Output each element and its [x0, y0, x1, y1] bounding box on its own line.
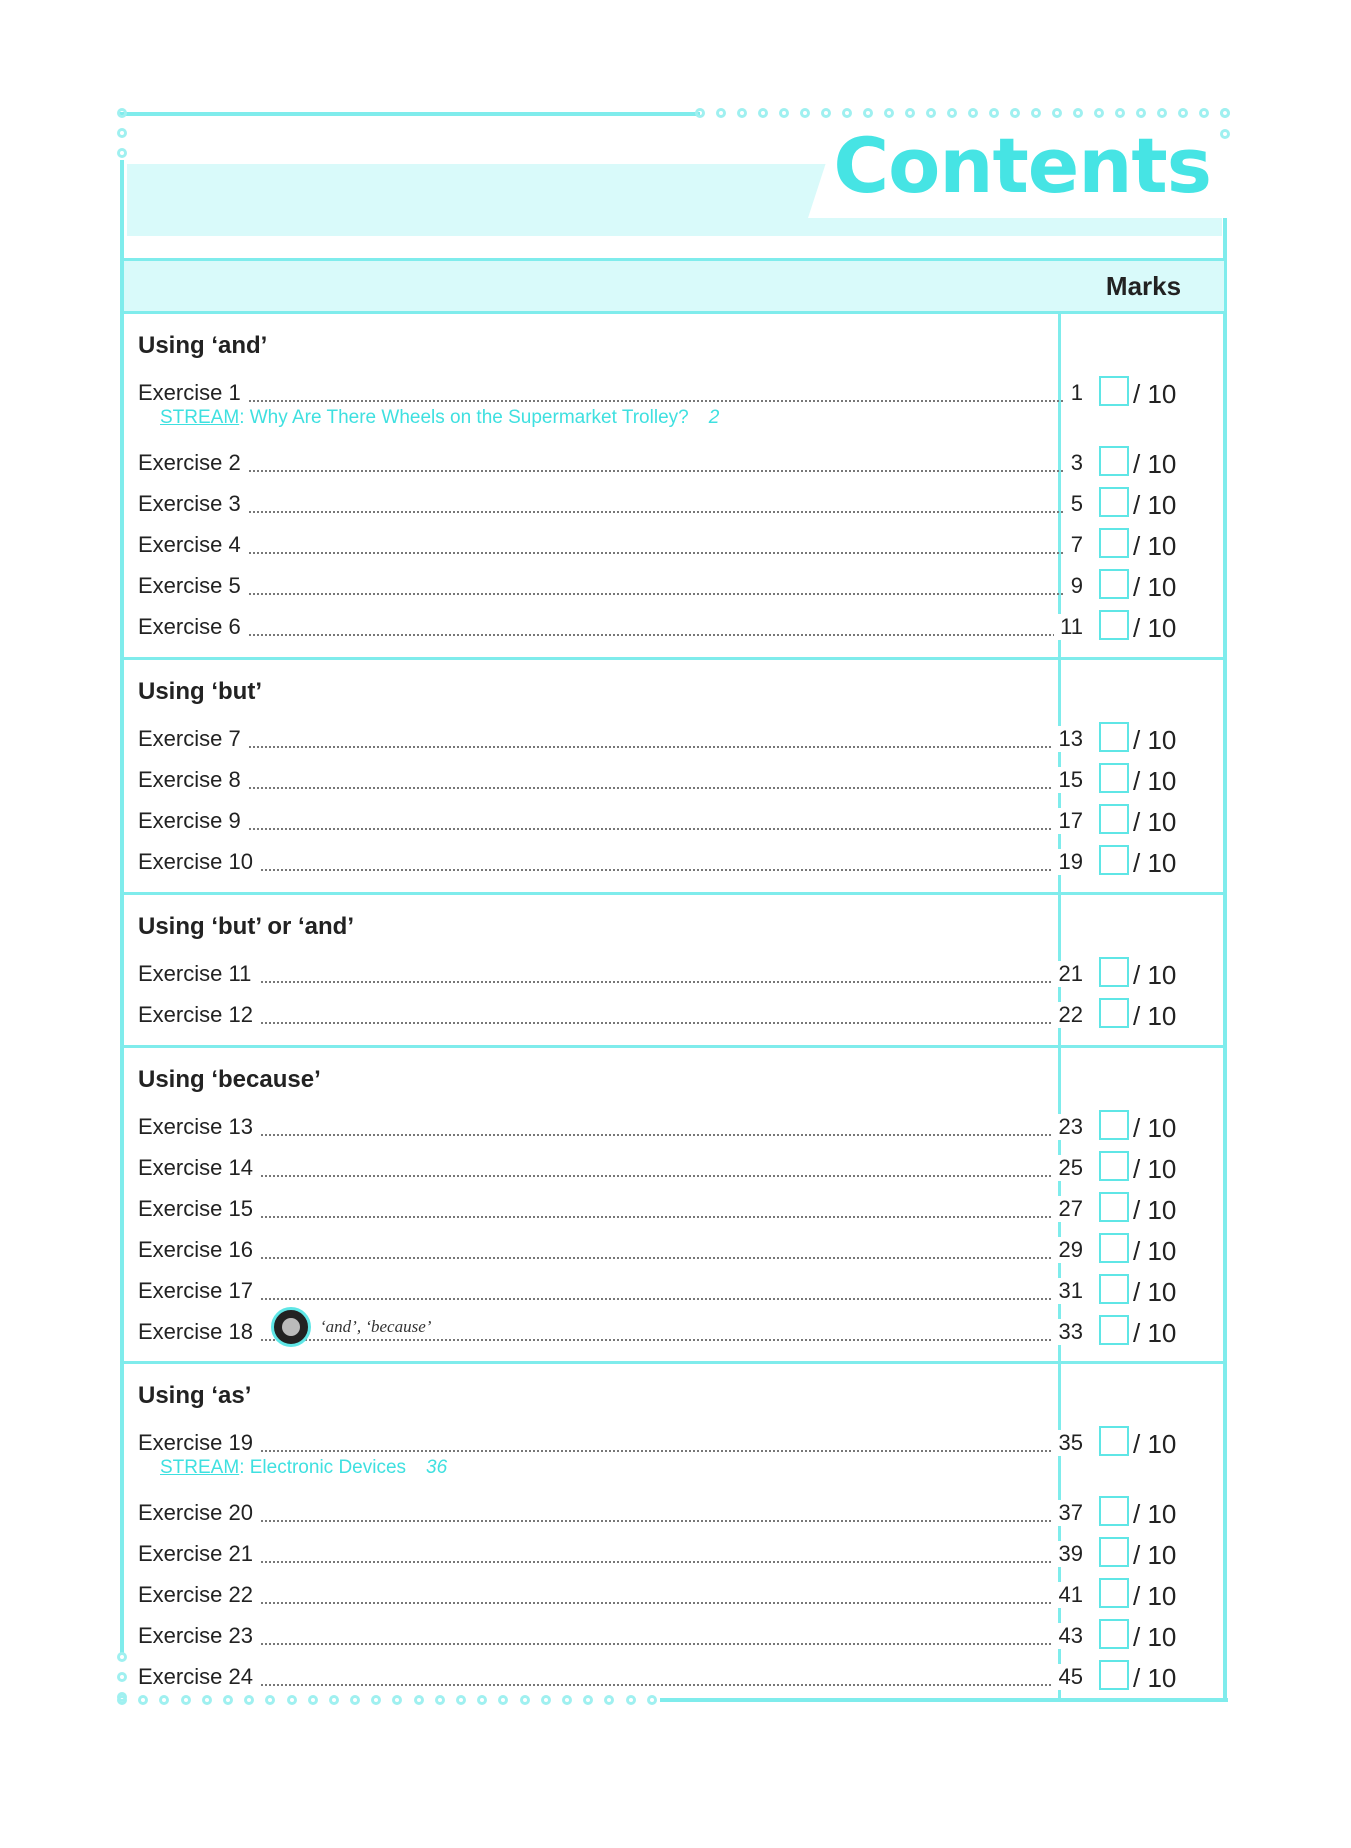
dot-leader [238, 1643, 1063, 1645]
mark-input-box[interactable] [1099, 1619, 1129, 1649]
dot-leader [238, 981, 1063, 983]
mark-input-box[interactable] [1099, 1233, 1129, 1263]
mark-out-of: / 10 [1133, 379, 1177, 409]
exercise-label: Exercise 5 [138, 573, 249, 599]
page-number: 25 [1053, 1155, 1083, 1181]
exercise-label: Exercise 4 [138, 532, 249, 558]
decorative-dot [779, 108, 789, 118]
exercise-label: Exercise 15 [138, 1196, 261, 1222]
page-number: 21 [1053, 961, 1083, 987]
section-heading: Using ‘but’ [138, 678, 262, 705]
dot-leader [238, 400, 1063, 402]
dot-leader [238, 828, 1063, 830]
page-number: 23 [1053, 1114, 1083, 1140]
page-number: 19 [1053, 849, 1083, 875]
exercise-row[interactable] [138, 567, 1218, 607]
dot-leader [238, 1684, 1063, 1686]
mark-input-box[interactable] [1099, 998, 1129, 1028]
page-number: 43 [1053, 1623, 1083, 1649]
page-number: 9 [1065, 573, 1083, 599]
decorative-dot [117, 148, 127, 158]
decorative-dot [716, 108, 726, 118]
dot-leader [238, 746, 1063, 748]
mark-input-box[interactable] [1099, 957, 1129, 987]
decorative-dot [905, 108, 915, 118]
stream-link[interactable] [160, 1457, 447, 1479]
page-number: 3 [1065, 450, 1083, 476]
exercise-row[interactable] [138, 485, 1218, 525]
decorative-dot [821, 108, 831, 118]
decorative-dot [863, 108, 873, 118]
decorative-dot [1094, 108, 1104, 118]
mark-out-of: / 10 [1133, 1277, 1177, 1307]
dot-leader [238, 787, 1063, 789]
decorative-dot [117, 108, 127, 118]
decorative-dot [1157, 108, 1167, 118]
mark-input-box[interactable] [1099, 1151, 1129, 1181]
dot-leader [238, 593, 1063, 595]
page-number: 1 [1065, 380, 1083, 406]
decorative-dot [947, 108, 957, 118]
mark-out-of: / 10 [1133, 1236, 1177, 1266]
decorative-dot [737, 108, 747, 118]
marks-header: Marks [1105, 271, 1182, 301]
page-title: Contents [833, 121, 1211, 210]
mark-out-of: / 10 [1133, 1540, 1177, 1570]
exercise-label: Exercise 2 [138, 450, 249, 476]
dot-leader [238, 552, 1063, 554]
mark-input-box[interactable] [1099, 610, 1129, 640]
exercise-label: Exercise 16 [138, 1237, 261, 1263]
page-number: 45 [1053, 1664, 1083, 1690]
mark-out-of: / 10 [1133, 1318, 1177, 1348]
dot-leader [238, 1561, 1063, 1563]
mark-out-of: / 10 [1133, 807, 1177, 837]
decorative-dot [884, 108, 894, 118]
dot-leader [238, 634, 1063, 636]
page-number: 17 [1053, 808, 1083, 834]
mark-out-of: / 10 [1133, 1195, 1177, 1225]
frame-left-dots [117, 108, 127, 158]
exercise-row[interactable] [138, 1313, 1218, 1353]
dot-leader [238, 1175, 1063, 1177]
mark-out-of: / 10 [1133, 490, 1177, 520]
dot-leader [238, 1602, 1063, 1604]
mark-out-of: / 10 [1133, 1622, 1177, 1652]
section [124, 660, 1224, 895]
section-heading: Using ‘because’ [138, 1066, 321, 1093]
section [124, 1364, 1224, 1714]
decorative-dot [1073, 108, 1083, 118]
exercise-row[interactable] [138, 608, 1218, 648]
mark-input-box[interactable] [1099, 376, 1129, 406]
exercise-row[interactable] [138, 802, 1218, 842]
exercise-row[interactable] [138, 526, 1218, 566]
exercise-label: Exercise 10 [138, 849, 261, 875]
dot-leader [238, 511, 1063, 513]
decorative-dot [1115, 108, 1125, 118]
mark-out-of: / 10 [1133, 613, 1177, 643]
exercise-row[interactable] [138, 720, 1218, 760]
page-number: 7 [1065, 532, 1083, 558]
exercise-label: Exercise 11 [138, 961, 259, 987]
frame-top-dots [695, 108, 1230, 118]
section-heading: Using ‘but’ or ‘and’ [138, 913, 354, 940]
mark-out-of: / 10 [1133, 766, 1177, 796]
mark-input-box[interactable] [1099, 845, 1129, 875]
exercise-label: Exercise 18 [138, 1319, 261, 1345]
exercise-label: Exercise 13 [138, 1114, 261, 1140]
decorative-dot [1199, 108, 1209, 118]
exercise-label: Exercise 3 [138, 491, 249, 517]
exercise-label: Exercise 7 [138, 726, 249, 752]
stream-page: 2 [708, 407, 720, 428]
mark-input-box[interactable] [1099, 763, 1129, 793]
exercise-row[interactable] [138, 1658, 1218, 1698]
mark-out-of: / 10 [1133, 1113, 1177, 1143]
decorative-dot [800, 108, 810, 118]
mark-input-box[interactable] [1099, 1315, 1129, 1345]
dot-leader [238, 470, 1063, 472]
exercise-row[interactable] [138, 444, 1218, 484]
mark-input-box[interactable] [1099, 1578, 1129, 1608]
mark-input-box[interactable] [1099, 528, 1129, 558]
exercise-label: Exercise 1 [138, 380, 249, 406]
mark-input-box[interactable] [1099, 1274, 1129, 1304]
decorative-dot [695, 108, 705, 118]
exercise-row[interactable] [138, 1494, 1218, 1534]
page-number: 5 [1065, 491, 1083, 517]
mark-out-of: / 10 [1133, 1663, 1177, 1693]
decorative-dot [1220, 129, 1230, 139]
exercise-label: Exercise 14 [138, 1155, 261, 1181]
mark-input-box[interactable] [1099, 569, 1129, 599]
page-number: 41 [1053, 1582, 1083, 1608]
exercise-row[interactable] [138, 1149, 1218, 1189]
dot-leader [238, 1450, 1063, 1452]
mark-out-of: / 10 [1133, 1499, 1177, 1529]
page-number: 22 [1053, 1002, 1083, 1028]
dot-leader [238, 1216, 1063, 1218]
dot-leader [238, 1022, 1063, 1024]
section [124, 314, 1224, 660]
page-number: 37 [1053, 1500, 1083, 1526]
section [124, 895, 1224, 1048]
mark-out-of: / 10 [1133, 848, 1177, 878]
exercise-note: ‘and’, ‘because’ [320, 1317, 435, 1337]
exercise-label: Exercise 9 [138, 808, 249, 834]
decorative-dot [968, 108, 978, 118]
mark-input-box[interactable] [1099, 804, 1129, 834]
mark-input-box[interactable] [1099, 1192, 1129, 1222]
decorative-dot [989, 108, 999, 118]
exercise-row[interactable] [138, 843, 1218, 883]
page-number: 27 [1053, 1196, 1083, 1222]
decorative-dot [926, 108, 936, 118]
sections-container [124, 314, 1224, 1714]
mark-out-of: / 10 [1133, 725, 1177, 755]
mark-out-of: / 10 [1133, 960, 1177, 990]
table-header [124, 258, 1224, 314]
decorative-dot [1178, 108, 1188, 118]
page-number: 33 [1053, 1319, 1083, 1345]
stream-title: : Electronic Devices [239, 1457, 407, 1478]
exercise-label: Exercise 22 [138, 1582, 261, 1608]
decorative-dot [1010, 108, 1020, 118]
decorative-dot [1052, 108, 1062, 118]
exercise-row[interactable] [138, 1617, 1218, 1657]
stream-link[interactable] [160, 407, 719, 429]
mark-input-box[interactable] [1099, 1426, 1129, 1456]
page-number: 13 [1053, 726, 1083, 752]
dot-leader [238, 869, 1063, 871]
exercise-row[interactable] [138, 1231, 1218, 1271]
dot-leader [238, 1298, 1063, 1300]
stream-title: : Why Are There Wheels on the Supermarket Trolley? [239, 407, 689, 428]
decorative-dot [1136, 108, 1146, 118]
exercise-row[interactable] [138, 996, 1218, 1036]
mark-out-of: / 10 [1133, 1581, 1177, 1611]
mark-input-box[interactable] [1099, 722, 1129, 752]
exercise-label: Exercise 17 [138, 1278, 261, 1304]
exercise-row[interactable] [138, 761, 1218, 801]
stream-page: 36 [426, 1457, 448, 1478]
exercise-row[interactable] [138, 1190, 1218, 1230]
frame-top-line [120, 112, 700, 116]
stream-prefix: STREAM [160, 407, 240, 428]
section-heading: Using ‘as’ [138, 1382, 252, 1409]
stream-prefix: STREAM [160, 1457, 240, 1478]
mark-input-box[interactable] [1099, 1660, 1129, 1690]
decorative-dot [1031, 108, 1041, 118]
mark-out-of: / 10 [1133, 1429, 1177, 1459]
page-number: 35 [1053, 1430, 1083, 1456]
exercise-row[interactable] [138, 1108, 1218, 1148]
dot-leader [238, 1134, 1063, 1136]
decorative-dot [842, 108, 852, 118]
mark-out-of: / 10 [1133, 449, 1177, 479]
decorative-dot [758, 108, 768, 118]
contents-table [124, 258, 1224, 1714]
decorative-dot [117, 128, 127, 138]
mark-input-box[interactable] [1099, 1110, 1129, 1140]
mark-out-of: / 10 [1133, 572, 1177, 602]
page-number: 29 [1053, 1237, 1083, 1263]
exercise-label: Exercise 20 [138, 1500, 261, 1526]
exercise-row[interactable] [138, 1272, 1218, 1312]
mark-input-box[interactable] [1099, 446, 1129, 476]
exercise-label: Exercise 8 [138, 767, 249, 793]
mark-out-of: / 10 [1133, 531, 1177, 561]
mark-out-of: / 10 [1133, 1154, 1177, 1184]
dot-leader [238, 1339, 1063, 1341]
mark-out-of: / 10 [1133, 1001, 1177, 1031]
page-number: 11 [1054, 614, 1083, 640]
section [124, 1048, 1224, 1364]
exercise-label: Exercise 12 [138, 1002, 261, 1028]
mark-input-box[interactable] [1099, 487, 1129, 517]
exercise-label: Exercise 19 [138, 1430, 261, 1456]
dot-leader [238, 1257, 1063, 1259]
exercise-label: Exercise 23 [138, 1623, 261, 1649]
page-number: 39 [1053, 1541, 1083, 1567]
dot-leader [238, 1520, 1063, 1522]
mark-input-box[interactable] [1099, 1496, 1129, 1526]
exercise-label: Exercise 21 [138, 1541, 261, 1567]
exercise-label: Exercise 6 [138, 614, 249, 640]
mark-input-box[interactable] [1099, 1537, 1129, 1567]
exercise-row[interactable] [138, 1576, 1218, 1616]
page-number: 31 [1053, 1278, 1083, 1304]
exercise-row[interactable] [138, 1535, 1218, 1575]
section-heading: Using ‘and’ [138, 332, 268, 359]
disc-icon [271, 1307, 311, 1347]
decorative-dot [1220, 108, 1230, 118]
exercise-label: Exercise 24 [138, 1664, 261, 1690]
page-number: 15 [1053, 767, 1083, 793]
exercise-row[interactable] [138, 955, 1218, 995]
